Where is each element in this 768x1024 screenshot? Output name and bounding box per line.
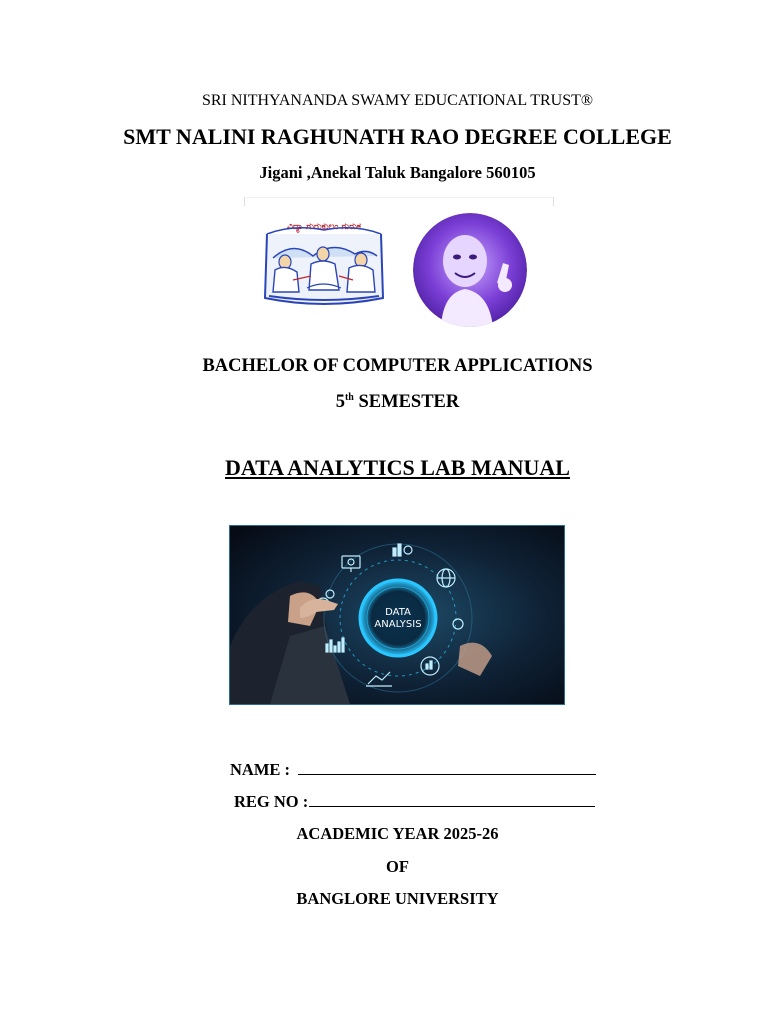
name-field-row — [230, 760, 596, 780]
gurukula-emblem-icon — [263, 218, 385, 306]
reg-no-blank-line — [309, 792, 595, 807]
data-analysis-illustration-icon — [230, 526, 564, 704]
of-text: OF — [386, 857, 409, 876]
logo-frame-divider — [244, 197, 554, 206]
founder-portrait-logo — [413, 213, 527, 327]
data-analysis-banner — [229, 525, 565, 705]
semester-suffix: th — [344, 392, 354, 403]
reg-no-label: REG NO : — [234, 792, 309, 811]
reg-no-field-row — [234, 792, 595, 812]
manual-title: DATA ANALYTICS LAB MANUAL — [225, 455, 570, 480]
name-label: NAME : — [230, 760, 295, 779]
founder-portrait-icon — [413, 213, 527, 327]
academic-year: ACADEMIC YEAR 2025-26 — [296, 824, 499, 843]
gurukula-emblem-logo — [263, 218, 385, 306]
banner-text-analysis: ANALYSIS — [374, 619, 422, 630]
emblem-banner-text: ವಿದ್ಯಾ ಗುರುಕುಲಂ ಗುರುಕ — [287, 222, 361, 232]
semester-label — [0, 392, 768, 413]
banner-text-data: DATA — [385, 607, 411, 618]
college-name: SMT NALINI RAGHUNATH RAO DEGREE COLLEGE — [123, 124, 672, 149]
university-name: BANGLORE UNIVERSITY — [296, 889, 499, 908]
trust-name: SRI NITHYANANDA SWAMY EDUCATIONAL TRUST® — [201, 92, 594, 109]
semester-number: 5 — [335, 392, 345, 413]
program-name: BACHELOR OF COMPUTER APPLICATIONS — [202, 356, 593, 376]
name-blank-line — [298, 760, 596, 775]
semester-word: SEMESTER — [358, 392, 460, 413]
college-address: Jigani ,Anekal Taluk Bangalore 560105 — [259, 163, 536, 182]
